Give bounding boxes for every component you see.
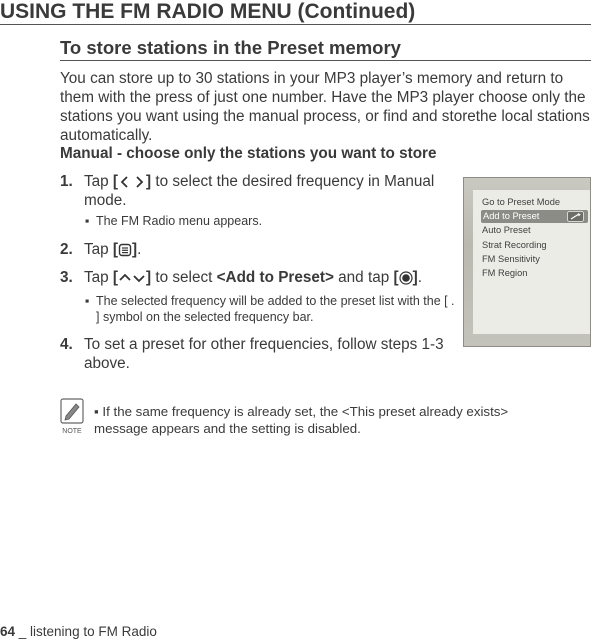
note-icon — [58, 398, 86, 436]
preset-badge-icon — [567, 211, 584, 222]
step-text: Tap [ ] to select <Add to Preset> and tap [ ]. — [84, 269, 422, 286]
page-title: USING THE FM RADIO MENU (Continued) — [0, 0, 416, 23]
menu-item-fm-region: FM Region — [482, 268, 528, 278]
device-screen-illustration — [463, 177, 591, 347]
title-divider — [0, 24, 591, 25]
page-number: 64 — [0, 624, 16, 639]
menu-item-strat-recording: Strat Recording — [482, 239, 547, 250]
note-label: NOTE — [62, 428, 82, 435]
bullet: ▪ — [85, 214, 90, 228]
manual-heading: Manual - choose only the stations you want to store — [60, 145, 437, 162]
section-divider — [60, 60, 591, 61]
chevron-left-icon — [118, 175, 132, 189]
fm-radio-menu-screen — [473, 190, 590, 334]
menu-item-fm-sensitivity: FM Sensitivity — [482, 254, 540, 264]
chevron-right-icon — [132, 175, 146, 189]
menu-item-go-to-preset-mode: Go to Preset Mode — [482, 197, 561, 207]
menu-icon — [118, 243, 132, 257]
menu-item-auto-preset: Auto Preset — [482, 225, 531, 235]
step-number: 4. — [60, 336, 73, 353]
intro-paragraph: You can store up to 30 stations in your MP3 player’s memory and return to them with the press of just one number. Have the MP3 player choose only the stations you want using the manual process, or find and storethe local stations automatically. — [60, 70, 590, 144]
select-button-icon — [399, 271, 413, 285]
footer-section: _ listening to FM Radio — [15, 624, 157, 639]
chevron-down-icon — [132, 271, 146, 285]
step-number: 3. — [60, 269, 73, 286]
step-text: Tap [ ] to select the desired frequency in Manual mode. — [84, 173, 435, 209]
page-footer — [0, 624, 157, 639]
step-number: 1. — [60, 173, 73, 190]
menu-item-add-to-preset: Add to Preset — [481, 210, 588, 223]
section-title: To store stations in the Preset memory — [60, 37, 401, 58]
step-text: To set a preset for other frequencies, follow steps 1-3 above. — [84, 336, 444, 372]
bullet: ▪ — [85, 294, 90, 308]
chevron-up-icon — [118, 271, 132, 285]
note-text: ▪ If the same frequency is already set, the <This preset already exists> message appears and the setting is disabled. — [94, 404, 509, 436]
step-number: 2. — [60, 241, 73, 258]
step-text: Tap [ ]. — [84, 241, 142, 258]
